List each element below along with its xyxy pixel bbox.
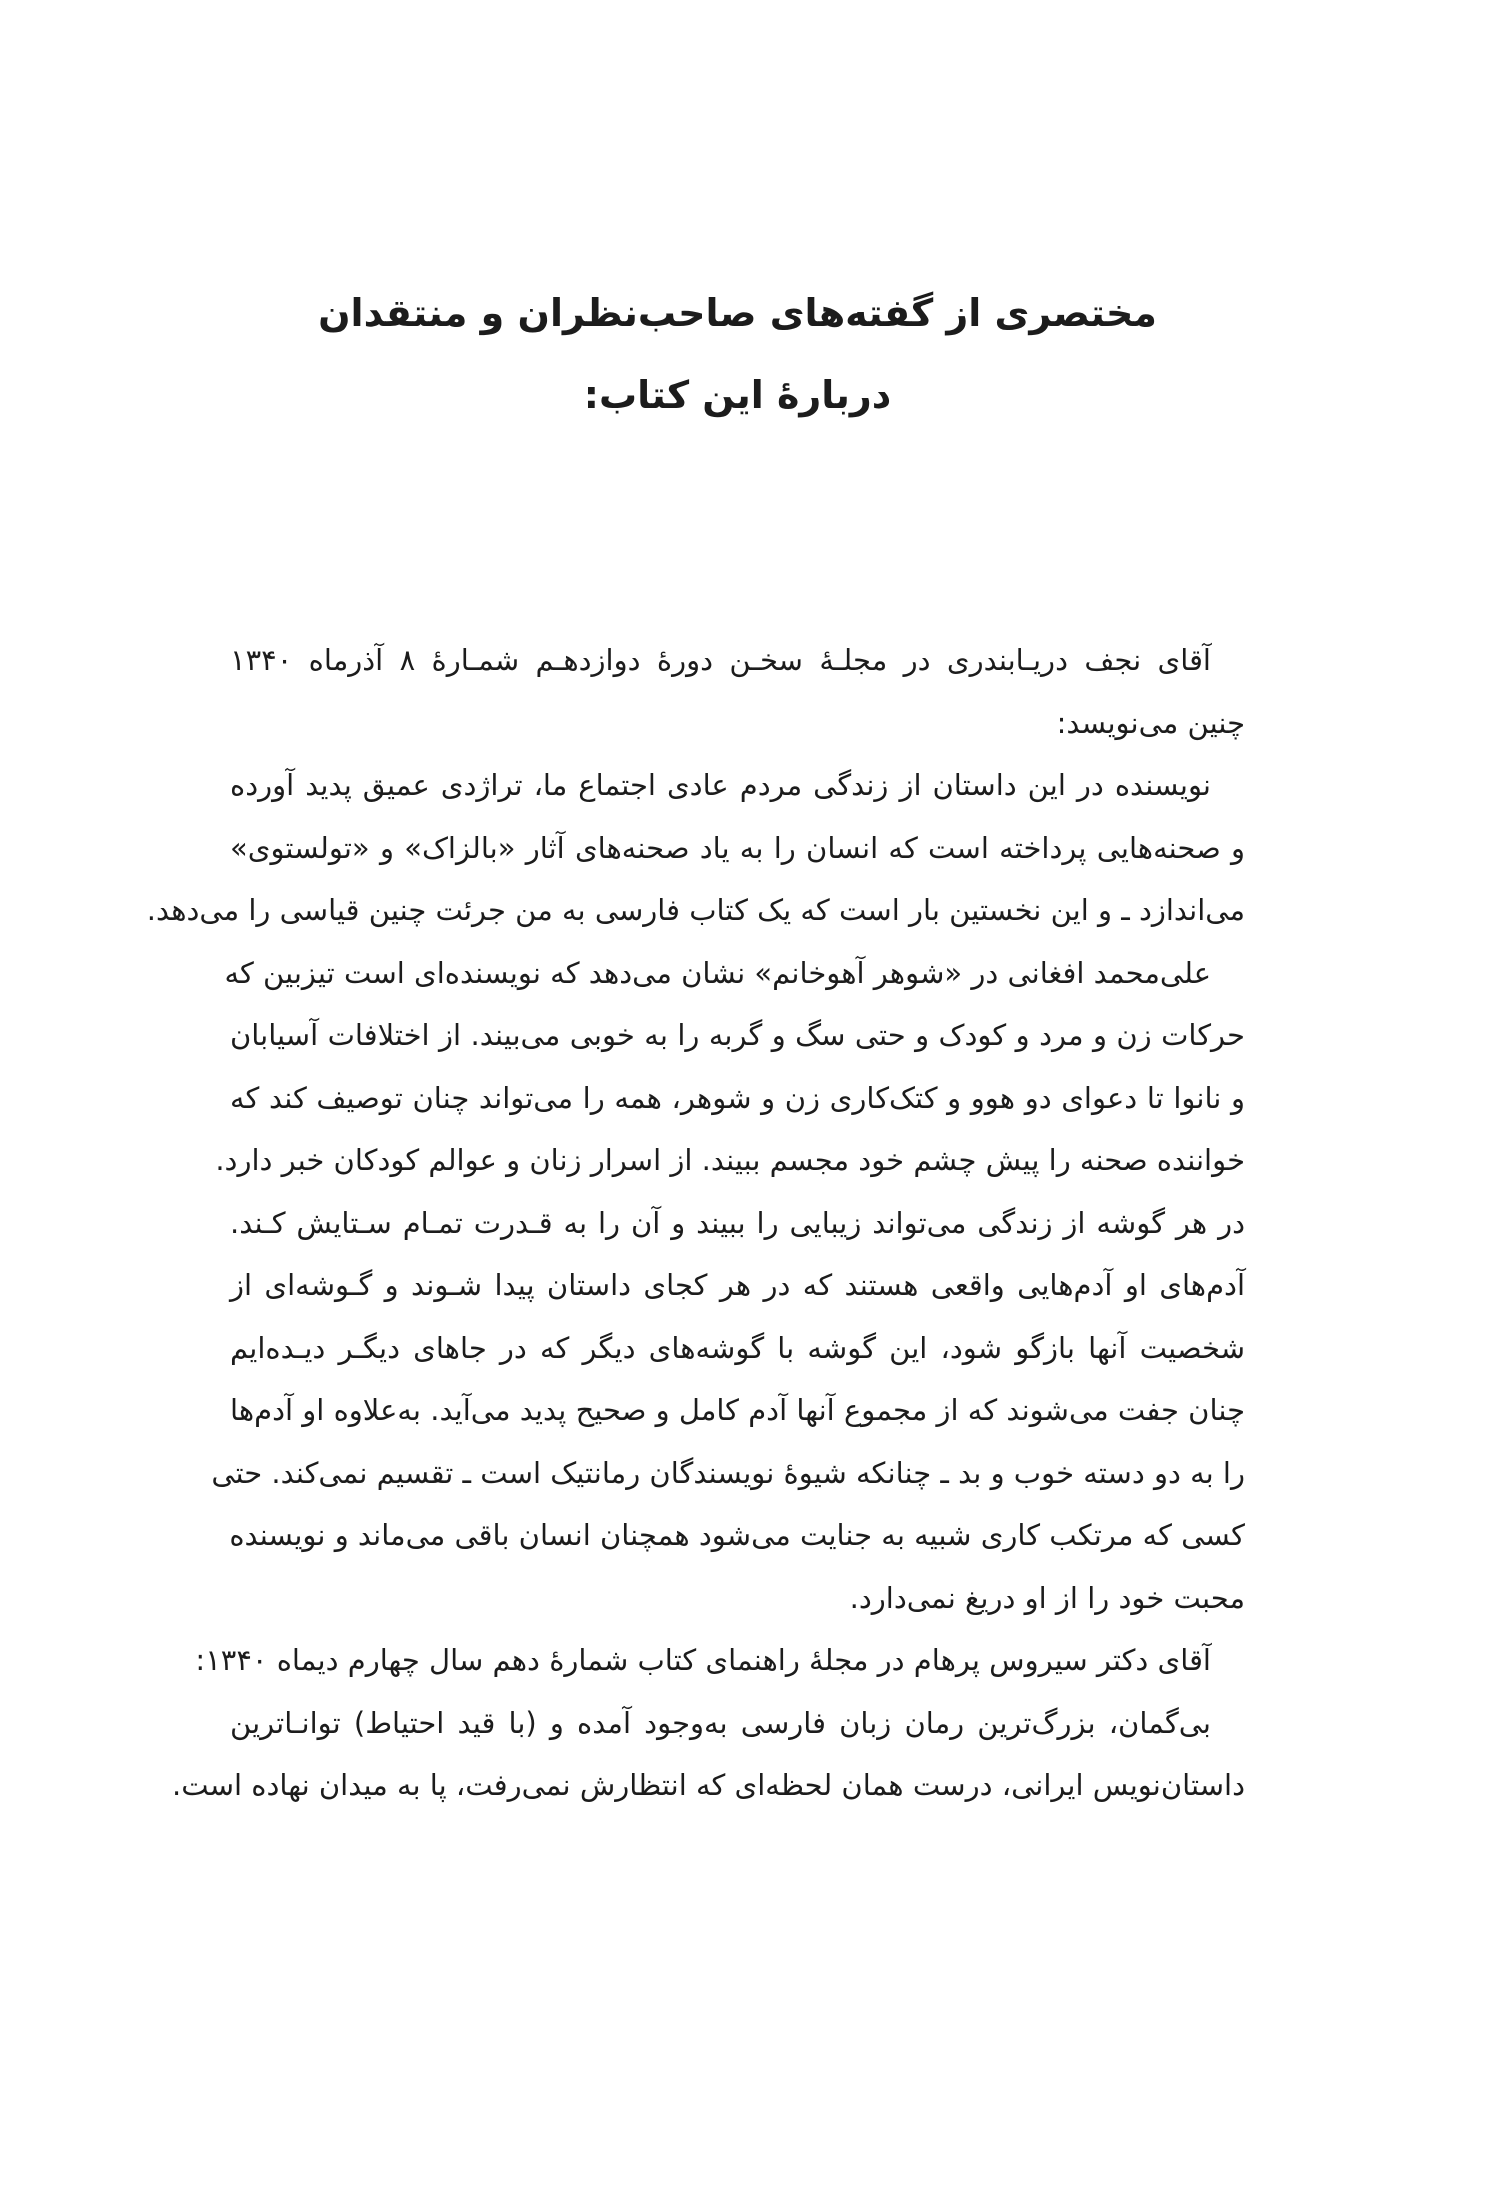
body-line: نویسنده در این داستان از زندگی مردم عادی اجتماع ما، تراژدی عمیق پدید آورده: [230, 768, 1211, 802]
body-line: آدم‌های او آدم‌هایی واقعی هستند که در هر کجای داستان پیدا شـوند و گـوشه‌ای از: [230, 1268, 1245, 1302]
body-line: خواننده صحنه را پیش چشم خود مجسم ببیند. از اسرار زنان و عوالم کودکان خبر دارد.: [215, 1143, 1245, 1177]
body-text-block: [146, 629, 1245, 1817]
body-line: آقای دکتر سیروس پرهام در مجلهٔ راهنمای کتاب شمارهٔ دهم سال چهارم دیماه ۱۳۴۰:: [195, 1643, 1211, 1677]
body-line: بی‌گمان، بزرگ‌ترین رمان زبان فارسی به‌وجود آمده و (با قید احتیاط) توانـاترین: [230, 1705, 1211, 1740]
body-line: و نانوا تا دعوای دو هوو و کتک‌کاری زن و شوهر، همه را می‌تواند چنان توصیف کند که: [230, 1080, 1245, 1115]
body-line: می‌اندازد ـ و این نخستین بار است که یک کتاب فارسی به من جرئت چنین قیاسی را می‌دهد.: [146, 893, 1245, 927]
body-line: محبت خود را از او دریغ نمی‌دارد.: [849, 1580, 1245, 1615]
body-line: و صحنه‌هایی پرداخته است که انسان را به یاد صحنه‌های آثار «بالزاک» و «تولستوی»: [230, 830, 1245, 865]
body-line: داستان‌نویس ایرانی، درست همان لحظه‌ای که انتظارش نمی‌رفت، پا به میدان نهاده است.: [172, 1768, 1245, 1802]
body-line: را به دو دسته خوب و بد ـ چنانکه شیوهٔ نویسندگان رمانتیک است ـ تقسیم نمی‌کند. حتی: [211, 1455, 1245, 1490]
body-line: در هر گوشه از زندگی می‌تواند زیبایی را ببیند و آن را به قـدرت تمـام سـتایش کـند.: [230, 1205, 1245, 1240]
body-line: چنان جفت می‌شوند که از مجموع آنها آدم کامل و صحیح پدید می‌آید. به‌علاوه او آدم‌ها: [230, 1393, 1245, 1427]
body-line: شخصیت آنها بازگو شود، این گوشه با گوشه‌های دیگر که در جاهای دیگـر دیـده‌ایم: [230, 1330, 1245, 1365]
page-heading: [230, 272, 1245, 436]
heading-line-2: دربارهٔ این کتاب:: [583, 373, 892, 417]
body-line: چنین می‌نویسد:: [1056, 705, 1245, 740]
body-line: علی‌محمد افغانی در «شوهر آهوخانم» نشان می‌دهد که نویسنده‌ای است تیزبین که: [224, 955, 1211, 990]
body-line: آقای نجف دریـابندری در مجلـهٔ سخـن دورهٔ دوازدهـم شمـارهٔ ۸ آذرماه ۱۳۴۰: [230, 643, 1211, 677]
body-line: کسی که مرتکب کاری شبیه به جنایت می‌شود همچنان انسان باقی می‌ماند و نویسنده: [229, 1518, 1245, 1552]
heading-line-1: مختصری از گفته‌های صاحب‌نظران و منتقدان: [318, 291, 1157, 335]
body-line: حرکات زن و مرد و کودک و حتی سگ و گربه را به خوبی می‌بیند. از اختلافات آسیابان: [230, 1018, 1245, 1052]
